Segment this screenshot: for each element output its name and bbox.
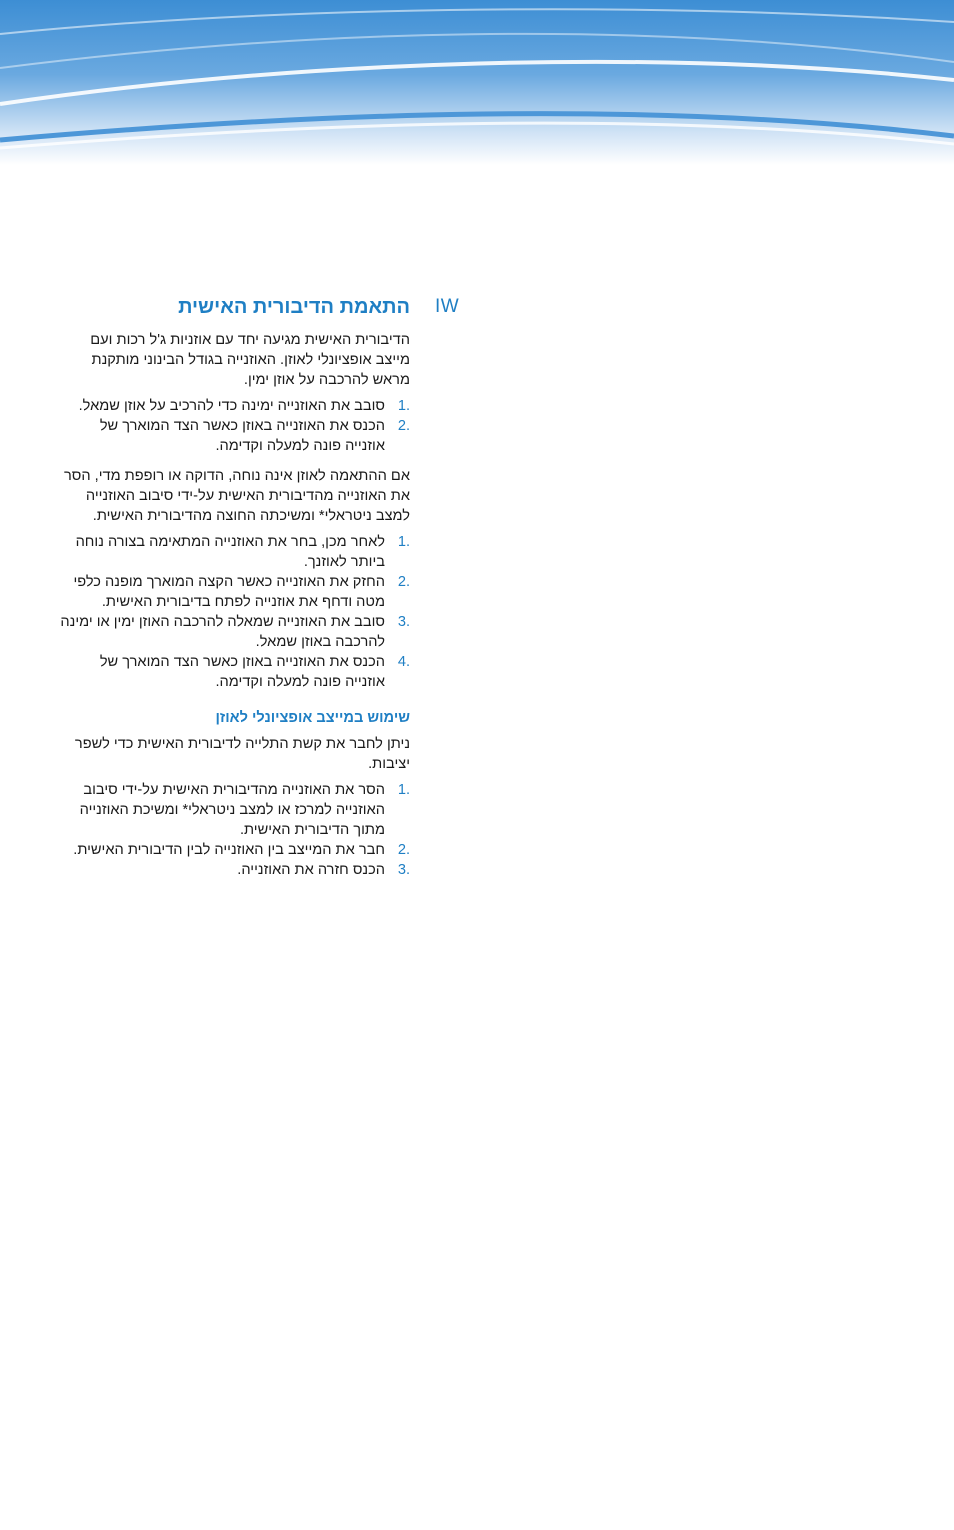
stabilizer-subtitle: שימוש במייצב אופציונלי לאוזן (215, 710, 410, 726)
steps-list-a (60, 396, 410, 456)
step-text: החזק את האוזנייה כאשר הקצה המוארך מופנה כלפי מטה ודחף את אוזנייה לפתח בדיבורית האישית. (73, 574, 385, 610)
step-text: סובב את האוזנייה ימינה כדי להרכיב על אוזן שמאל. (78, 398, 385, 414)
steps-list-b (60, 532, 410, 692)
steps-list-c (60, 780, 410, 880)
step-number: .4 (397, 654, 410, 670)
language-code: IW (435, 296, 460, 317)
step-number: .2 (397, 574, 410, 590)
header-wave-banner (0, 0, 954, 165)
list-item (60, 652, 410, 692)
list-item (60, 396, 410, 416)
list-item (60, 532, 410, 572)
step-number: .1 (397, 398, 410, 414)
list-item (60, 416, 410, 456)
step-text: לאחר מכן, בחר את האוזנייה המתאימה בצורה נוחה ביותר לאוזנך. (75, 534, 385, 570)
step-number: .1 (397, 782, 410, 798)
intro-paragraph: הדיבורית האישית מגיעה יחד עם אוזניות ג'ל רכות ועם מייצב אופציונלי לאוזן. האוזנייה בגודל הבינוני מותקנת מראש להרכבה על אוזן ימין. (90, 332, 410, 388)
list-item (60, 860, 410, 880)
list-item (60, 612, 410, 652)
step-text: הסר את האוזנייה מהדיבורית האישית על-ידי סיבוב האוזנייה למרכז או למצב ניטראלי* ומשיכת האוזנייה מתוך הדיבורית האישית. (79, 782, 385, 838)
step-text: הכנס חזרה את האוזנייה. (237, 862, 385, 878)
step-text: חבר את המייצב בין האוזנייה לבין הדיבורית האישית. (73, 842, 385, 858)
section-title: התאמת הדיבורית האישית (178, 296, 410, 318)
step-number: .2 (397, 842, 410, 858)
step-text: הכנס את האוזנייה באוזן כאשר הצד המוארך של אוזנייה פונה למעלה וקדימה. (99, 654, 385, 690)
list-item (60, 572, 410, 612)
content-column (60, 294, 410, 890)
step-number: .3 (397, 862, 410, 878)
list-item (60, 780, 410, 840)
stabilizer-paragraph: ניתן לחבר את קשת התלייה לדיבורית האישית כדי לשפר יציבות. (74, 736, 410, 772)
list-item (60, 840, 410, 860)
step-text: הכנס את האוזנייה באוזן כאשר הצד המוארך של אוזנייה פונה למעלה וקדימה. (99, 418, 385, 454)
step-number: .1 (397, 534, 410, 550)
step-text: סובב את האוזנייה שמאלה להרכבה האוזן ימין או ימינה להרכבה באוזן שמאל. (60, 614, 385, 650)
step-number: .2 (397, 418, 410, 434)
fit-note-paragraph: אם ההתאמה לאוזן אינה נוחה, הדוקה או רופפת מדי, הסר את האוזנייה מהדיבורית האישית על-ידי סיבוב האוזנייה למצב ניטראלי* ומשיכתה החוצה מהדיבורית האישית. (63, 468, 410, 524)
step-number: .3 (397, 614, 410, 630)
